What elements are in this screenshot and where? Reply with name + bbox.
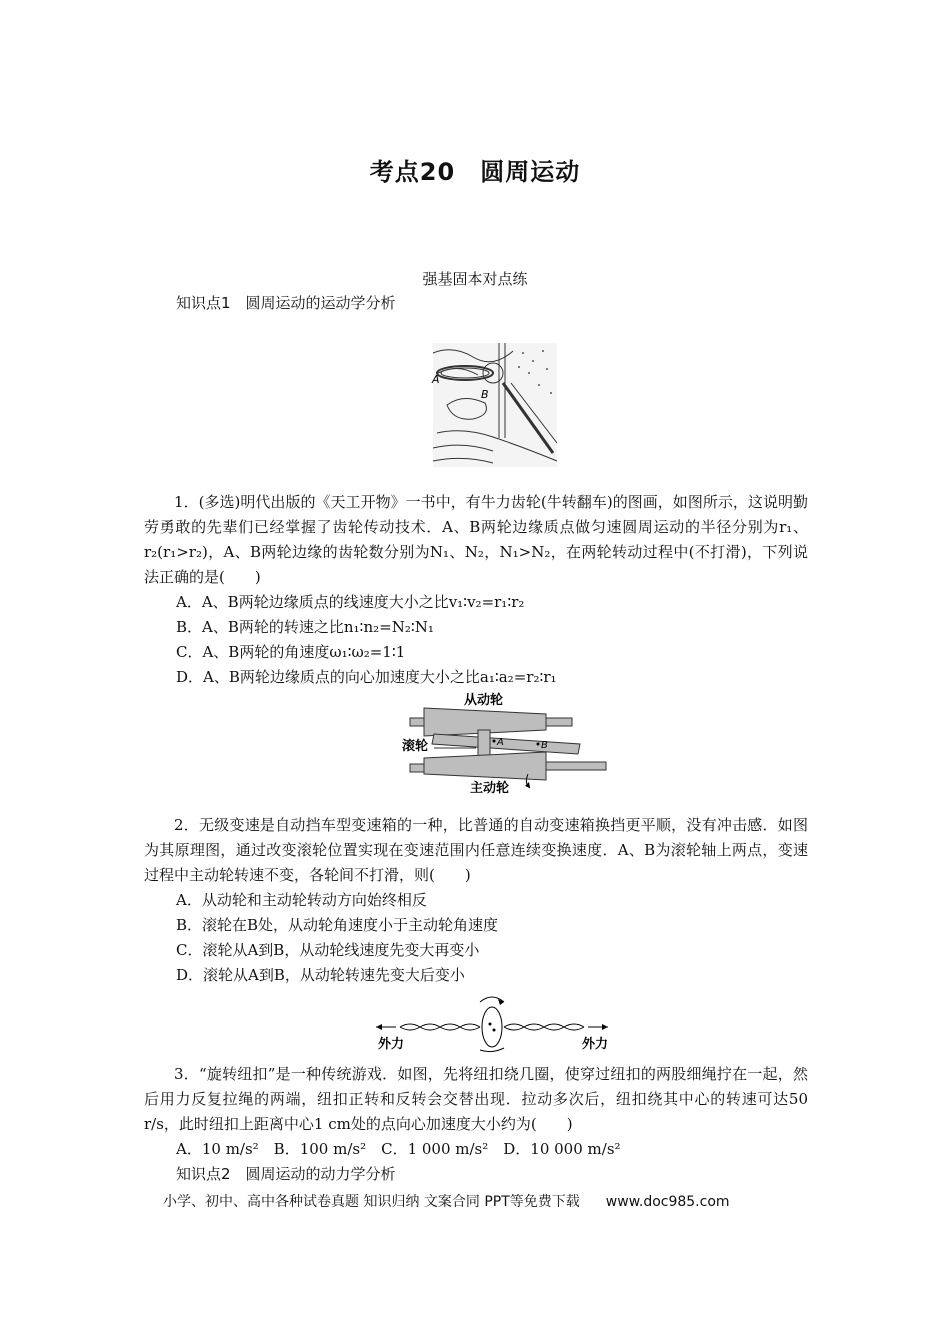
fig3-right-force-label: 外力: [582, 1037, 609, 1052]
fig2-driving-wheel-label: 主动轮: [470, 781, 510, 796]
question-2-stem: 2．无级变速是自动挡车型变速箱的一种，比普通的自动变速箱换挡更平顺，没有冲击感．如图为其原理图，通过改变滚轮位置实现在变速范围内任意连续变换速度．A、B为滚轮轴上两点，变速过程中主动轮转速不变，各轮间不打滑，则( ): [144, 816, 808, 884]
question-3-options: A．10 m/s² B．100 m/s² C．1 000 m/s² D．10 000 m/s²: [176, 1140, 621, 1158]
fig2-label-b: B: [541, 740, 548, 751]
fig2-label-a: A: [497, 737, 504, 748]
page-title: 考点20 圆周运动: [369, 158, 581, 186]
ox-gear-illustration: [433, 343, 557, 467]
fig2-roller-label: 滚轮: [402, 739, 429, 754]
fig3-left-force-label: 外力: [378, 1037, 405, 1052]
footer-url-link[interactable]: www.doc985.com: [605, 1194, 730, 1210]
question-1-option-d: D．A、B两轮边缘质点的向心加速度大小之比a₁∶a₂=r₂∶r₁: [176, 668, 557, 686]
section-title: 强基固本对点练: [422, 270, 528, 288]
question-1-option-c: C．A、B两轮的角速度ω₁∶ω₂=1∶1: [176, 643, 406, 661]
question-1-option-b: B．A、B两轮的转速之比n₁∶n₂=N₂∶N₁: [176, 618, 434, 636]
question-2-option-a: A．从动轮和主动轮转动方向始终相反: [176, 891, 427, 909]
footer: [163, 1191, 730, 1211]
footer-text: 小学、初中、高中各种试卷真题 知识归纳 文案合同 PPT等免费下载: [163, 1194, 580, 1210]
question-1-option-a: A．A、B两轮边缘质点的线速度大小之比v₁∶v₂=r₁∶r₂: [176, 593, 525, 611]
question-3-stem: 3．“旋转纽扣”是一种传统游戏．如图，先将纽扣绕几圈，使穿过纽扣的两股细绳拧在一起，然后用力反复拉绳的两端，纽扣正转和反转会交替出现．拉动多次后，纽扣绕其中心的转速可达50 r/s，此时纽扣上距离中心1 cm处的点向心加速度大小约为( ): [144, 1065, 808, 1133]
question-2-option-d: D．滚轮从A到B，从动轮转速先变大后变小: [176, 966, 465, 984]
fig1-label-a: A: [432, 373, 440, 386]
question-2-option-b: B．滚轮在B处，从动轮角速度小于主动轮角速度: [176, 916, 499, 934]
fig1-label-b: B: [481, 388, 489, 401]
knowledge-point-2: 知识点2 圆周运动的动力学分析: [176, 1165, 396, 1183]
question-2-option-c: C．滚轮从A到B，从动轮线速度先变大再变小: [176, 941, 480, 959]
question-1-stem: 1．(多选)明代出版的《天工开物》一书中，有牛力齿轮(牛转翻车)的图画，如图所示，这说明勤劳勇敢的先辈们已经掌握了齿轮传动技术．A、B两轮边缘质点做匀速圆周运动的半径分别为r₁、r₂(r₁>r₂)，A、B两轮边缘的齿轮数分别为N₁、N₂，N₁>N₂，在两轮转动过程中(不打滑)，下列说法正确的是( ): [144, 493, 808, 586]
knowledge-point-1: 知识点1 圆周运动的运动学分析: [176, 294, 396, 312]
cvt-diagram: [398, 688, 612, 800]
fig2-driven-wheel-label: 从动轮: [464, 693, 504, 708]
spinning-button-diagram: [372, 990, 612, 1054]
